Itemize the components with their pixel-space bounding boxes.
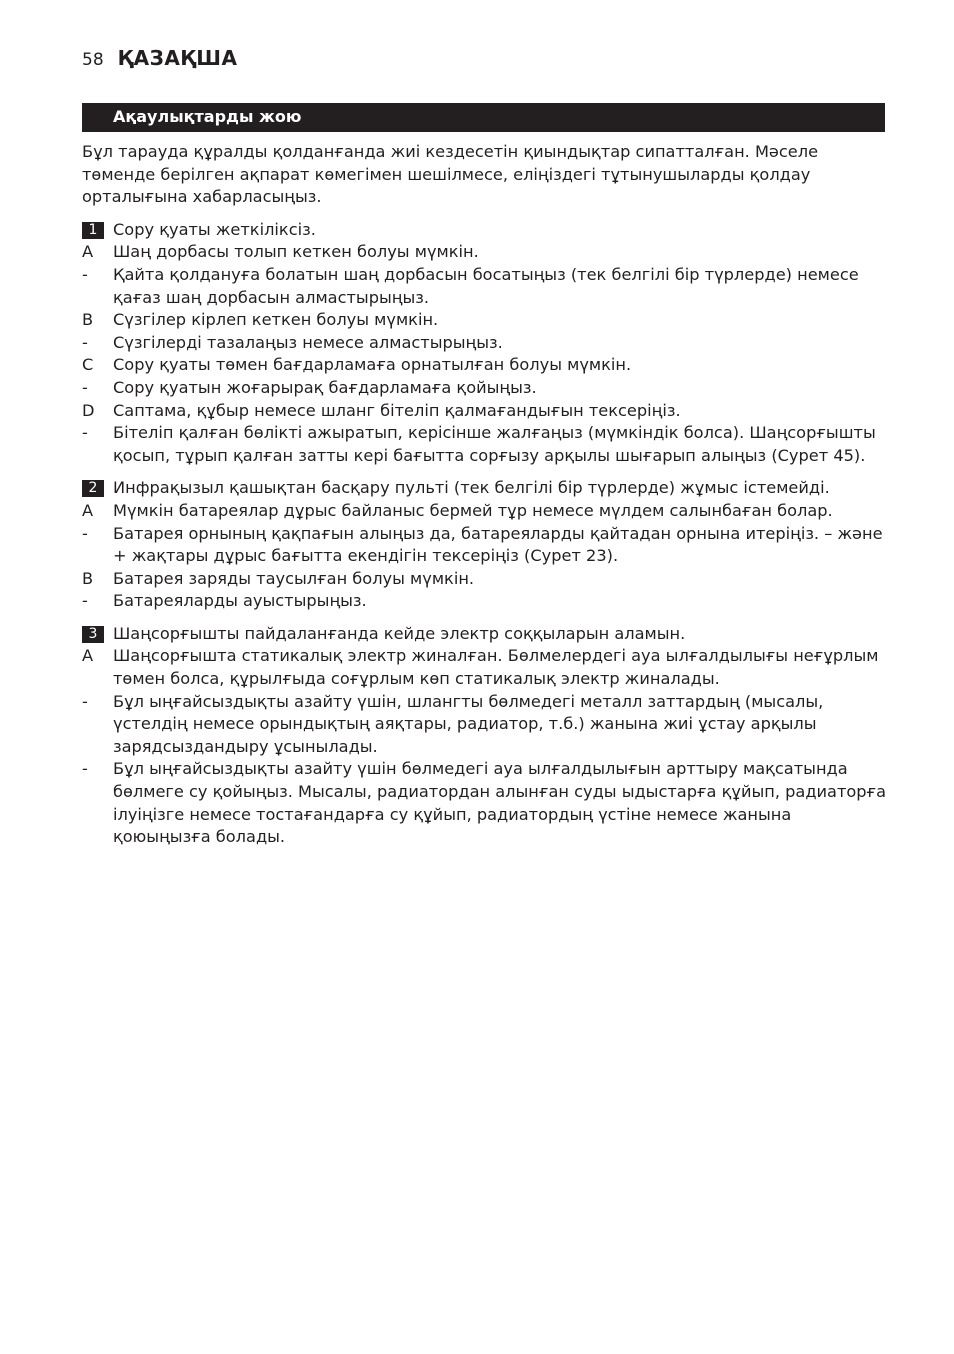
list-item bbox=[82, 332, 890, 355]
item-text: Сүзгілер кірлеп кеткен болуы мүмкін. bbox=[113, 310, 439, 330]
item-marker: - bbox=[82, 691, 88, 711]
problem-heading bbox=[82, 219, 890, 242]
problem-number-badge: 1 bbox=[82, 222, 104, 239]
item-marker: B bbox=[82, 310, 94, 330]
item-marker: C bbox=[82, 355, 94, 375]
item-text: Батареяларды ауыстырыңыз. bbox=[113, 591, 367, 611]
problem-heading bbox=[82, 623, 890, 646]
problem-title: Шаңсорғышты пайдаланғанда кейде электр соққыларын аламын. bbox=[113, 623, 686, 643]
list-item bbox=[82, 500, 890, 523]
problem-1 bbox=[82, 219, 890, 468]
item-text: Саптама, құбыр немесе шланг бітеліп қалмағандығын тексеріңіз. bbox=[113, 400, 681, 420]
item-marker: A bbox=[82, 646, 94, 666]
list-item bbox=[82, 645, 890, 690]
item-marker: - bbox=[82, 332, 88, 352]
page-header bbox=[82, 46, 238, 70]
item-marker: A bbox=[82, 242, 94, 262]
item-text: Бұл ыңғайсыздықты азайту үшін бөлмедегі ауа ылғалдылығын арттыру мақсатында бөлмеге су қойыңыз. Мысалы, радиатордан алынған суды ыдыстарға құйып, радиаторға ілуіңізге немесе тостағандарға су құйып, радиатордың үстіне немесе жанына қоюыңызға болады. bbox=[113, 759, 887, 847]
list-item bbox=[82, 691, 890, 759]
intro-paragraph: Бұл тарауда құралды қолданғанда жиі кездесетін қиындықтар сипатталған. Мәселе төменде берілген ақпарат көмегімен шешілмесе, еліңіздегі тұтынушыларды қолдау орталығына хабарласыңыз. bbox=[82, 142, 819, 207]
item-text: Мүмкін батареялар дұрыс байланыс бермей тұр немесе мүлдем салынбаған болар. bbox=[113, 500, 833, 520]
problem-title: Инфрақызыл қашықтан басқару пульті (тек белгілі бір түрлерде) жұмыс істемейді. bbox=[113, 478, 830, 498]
list-item bbox=[82, 568, 890, 591]
troubleshooting-content bbox=[82, 141, 890, 859]
list-item bbox=[82, 590, 890, 613]
list-item bbox=[82, 400, 890, 423]
item-text: Бұл ыңғайсыздықты азайту үшін, шлангты бөлмедегі металл заттардың (мысалы, үстелдің немесе орындықтың аяқтары, радиатор, т.б.) жанына жиі ұстау арқылы зарядсыздандыру ұсынылады. bbox=[113, 691, 824, 756]
language-title: ҚАЗАҚША bbox=[117, 46, 238, 70]
item-marker: - bbox=[82, 591, 88, 611]
problem-3 bbox=[82, 623, 890, 849]
section-heading-bar bbox=[82, 103, 885, 132]
list-item bbox=[82, 523, 890, 568]
item-text: Батарея орнының қақпағын алыңыз да, батареяларды қайтадан орнына итеріңіз. – және + жақтары дұрыс бағытта екендігін тексеріңіз (Сурет 23). bbox=[113, 523, 883, 566]
list-item bbox=[82, 377, 890, 400]
list-item bbox=[82, 422, 890, 467]
list-item bbox=[82, 241, 890, 264]
list-item bbox=[82, 309, 890, 332]
item-text: Шаңсорғышта статикалық электр жиналған. Бөлмелердегі ауа ылғалдылығы неғұрлым төмен болса, құрылғыда соғұрлым көп статикалық электр жиналады. bbox=[113, 646, 879, 689]
list-item bbox=[82, 264, 890, 309]
item-text: Қайта қолдануға болатын шаң дорбасын босатыңыз (тек белгілі бір түрлерде) немесе қағаз шаң дорбасын алмастырыңыз. bbox=[113, 264, 859, 307]
item-marker: - bbox=[82, 264, 88, 284]
item-marker: - bbox=[82, 523, 88, 543]
problem-number-badge: 2 bbox=[82, 480, 104, 497]
item-text: Батарея заряды таусылған болуы мүмкін. bbox=[113, 568, 475, 588]
list-item bbox=[82, 354, 890, 377]
item-marker: A bbox=[82, 500, 94, 520]
problem-heading bbox=[82, 477, 890, 500]
item-text: Сору қуатын жоғарырақ бағдарламаға қойыңыз. bbox=[113, 377, 537, 397]
section-title: Ақаулықтарды жою bbox=[113, 107, 302, 126]
item-marker: - bbox=[82, 423, 88, 443]
problem-title: Сору қуаты жеткіліксіз. bbox=[113, 219, 316, 239]
item-text: Шаң дорбасы толып кеткен болуы мүмкін. bbox=[113, 242, 479, 262]
item-text: Сүзгілерді тазалаңыз немесе алмастырыңыз. bbox=[113, 332, 503, 352]
item-marker: D bbox=[82, 400, 95, 420]
page-number: 58 bbox=[82, 50, 104, 70]
item-marker: - bbox=[82, 759, 88, 779]
list-item bbox=[82, 758, 890, 848]
item-text: Сору қуаты төмен бағдарламаға орнатылған болуы мүмкін. bbox=[113, 355, 632, 375]
item-marker: B bbox=[82, 568, 94, 588]
item-text: Бітеліп қалған бөлікті ажыратып, керісінше жалғаңыз (мүмкіндік болса). Шаңсорғышты қосып, тұрып қалған затты кері бағытта сорғызу арқылы шығарып алыңыз (Сурет 45). bbox=[113, 423, 876, 465]
problem-2 bbox=[82, 477, 890, 613]
item-marker: - bbox=[82, 377, 88, 397]
problem-number-badge: 3 bbox=[82, 626, 104, 643]
